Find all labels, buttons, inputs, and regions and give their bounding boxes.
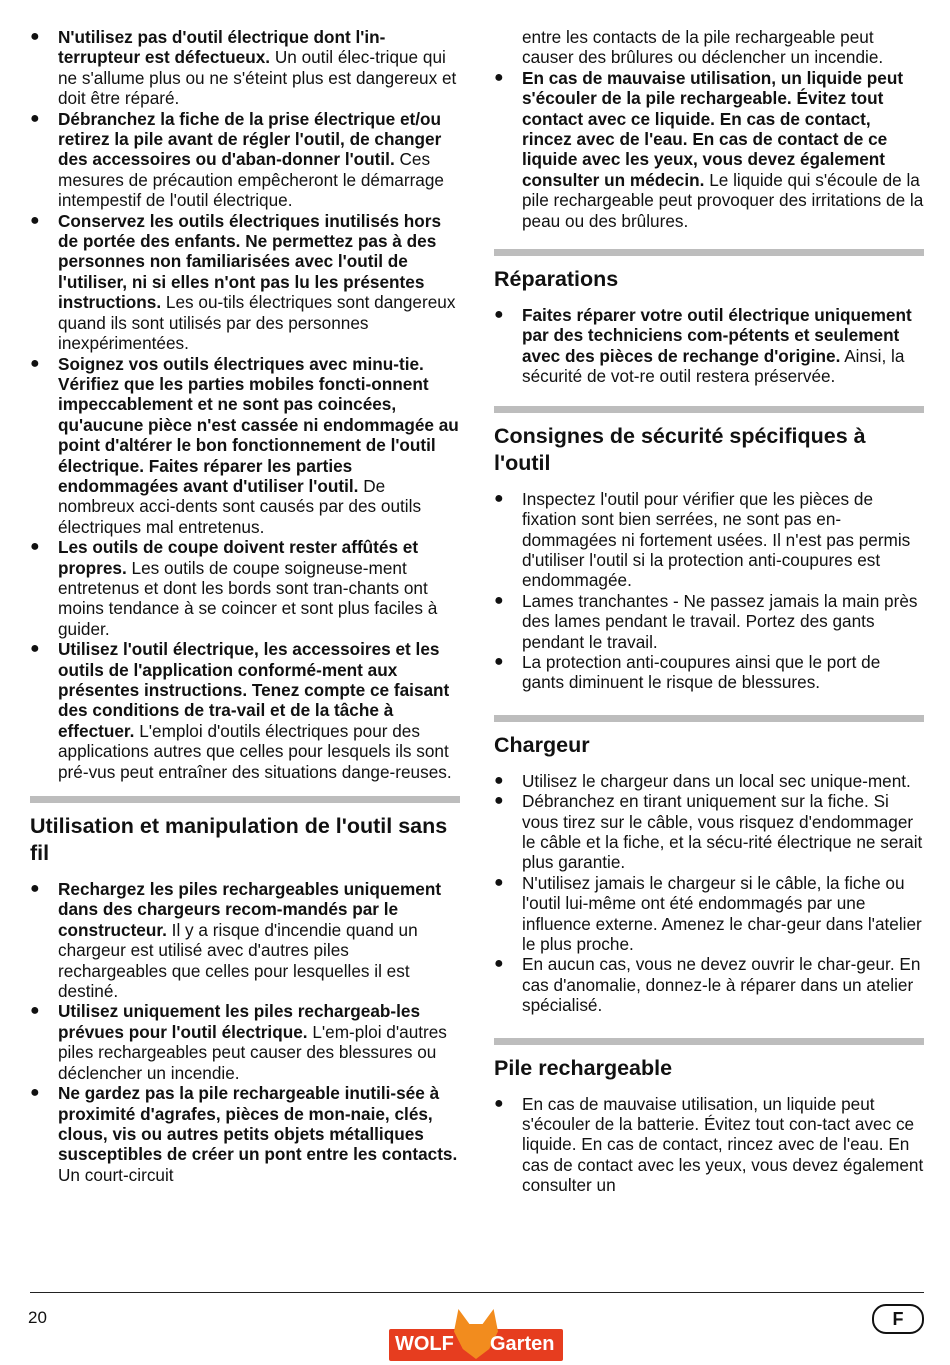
list-item: ● La protection anti-coupures ainsi que le port de gants diminuent le risque de blessures. [494, 652, 924, 693]
battery-section [494, 1038, 924, 1196]
list-item: ● Les outils de coupe doivent rester affûtés et propres. Les outils de coupe soigneuse-ment entretenus et dont les bords sont tran-chants ont moins tendance à se coincer et sont plus faciles à guider. [30, 537, 460, 639]
list-item: ● N'utilisez pas d'outil électrique dont l'in-terrupteur est défectueux. Un outil élec-trique qui ne s'allume plus ou ne s'éteint plus est dangereux et doit être réparé. [30, 27, 460, 109]
section-divider [494, 1038, 924, 1045]
continued-list [494, 27, 924, 231]
wolf-garten-logo [389, 1309, 563, 1363]
section-divider [494, 406, 924, 413]
page-number: 20 [28, 1308, 47, 1327]
list-item: ● Faites réparer votre outil électrique uniquement par des techniciens com-pétents et seulement avec des pièces de rechange d'origine. Ainsi, la sécurité de vot-re outil restera préservée. [494, 305, 924, 387]
cordless-list [30, 879, 460, 1185]
list-item: ● Inspectez l'outil pour vérifier que les pièces de fixation sont bien serrées, ne sont pas en-dommagées ni fortement usées. Il n'est pas permis d'utiliser l'outil si la protection anti-coupures est endommagée. [494, 489, 924, 591]
list-item: ● En aucun cas, vous ne devez ouvrir le char-geur. En cas d'anomalie, donnez-le à réparer dans un atelier spécialisé. [494, 954, 924, 1015]
right-column [494, 27, 924, 1196]
section-title: Chargeur [494, 732, 590, 757]
language-badge: F [872, 1304, 924, 1334]
list-item: ● Débranchez la fiche de la prise électrique et/ou retirez la pile avant de régler l'outil, de changer des accessoires ou d'aban-donner l'outil. Ces mesures de précaution empêcheront le démarrage intempestif de l'outil électrique. [30, 109, 460, 211]
logo-garten-text: Garten [490, 1333, 555, 1355]
list-item: ● Lames tranchantes - Ne passez jamais la main près des lames pendant le travail. Portez des gants pendant le travail. [494, 591, 924, 652]
section-title: Consignes de sécurité spécifiques à l'outil [494, 423, 866, 475]
logo-wolf-text: WOLF [395, 1333, 454, 1355]
section-title: Réparations [494, 267, 619, 292]
specific-safety-section [494, 406, 924, 693]
left-column [30, 27, 460, 1185]
list-item: ● Débranchez en tirant uniquement sur la fiche. Si vous tirez sur le câble, vous risquez d'endommager le câble et la fiche, et la sécu-rité électrique ne serait plus garantie. [494, 791, 924, 873]
list-item: ● Soignez vos outils électriques avec minu-tie. Vérifiez que les parties mobiles foncti-onnent impeccablement et ne sont pas coincées, qu'aucune pièce n'est cassée ni endommagée au point d'altérer le bon fonctionnement de l'outil électrique. Faites réparer les parties endommagées avant d'utiliser l'outil. De nombreux acci-dents sont causés par des outils électriques mal entretenus. [30, 354, 460, 538]
section-divider [30, 796, 460, 803]
list-item: ● Utilisez uniquement les piles rechargeab-les prévues pour l'outil électrique. L'em-ploi d'autres piles rechargeables peut causer des blessures ou déclencher un incendie. [30, 1001, 460, 1083]
list-item: ● N'utilisez jamais le chargeur si le câble, la fiche ou l'outil lui-même ont été endommagés par une influence externe. Amenez le char-geur dans l'atelier le plus proche. [494, 873, 924, 955]
cordless-section [30, 796, 460, 1185]
list-item: ● Rechargez les piles rechargeables uniquement dans des chargeurs recom-mandés par le constructeur. Il y a risque d'incendie quand un chargeur est utilisé avec d'autres piles rechargeables que celles pour lesquelles il est destiné. [30, 879, 460, 1001]
list-item: ● En cas de mauvaise utilisation, un liquide peut s'écouler de la batterie. Évitez tout con-tact avec ce liquide. En cas de contact, rincez avec de l'eau. En cas de contact avec les yeux, vous devez également consulter un [494, 1094, 924, 1196]
section-divider [494, 249, 924, 256]
list-item: ● Utilisez le chargeur dans un local sec unique-ment. [494, 771, 924, 791]
list-item: ● Conservez les outils électriques inutilisés hors de portée des enfants. Ne permettez pas à des personnes non familiarisées avec l'outil de l'utiliser, ni si elles n'ont pas lu les présentes instructions. Les ou-tils électriques sont dangereux quand ils sont utilisés par des personnes inexpérimentées. [30, 211, 460, 354]
repairs-section [494, 249, 924, 387]
section-title: Pile rechargeable [494, 1055, 673, 1080]
section-title: Utilisation et manipulation de l'outil sans fil [30, 814, 448, 866]
list-item-continuation: entre les contacts de la pile rechargeable peut causer des brûlures ou déclencher un incendie. [522, 27, 884, 68]
list-item: ● Utilisez l'outil électrique, les accessoires et les outils de l'application conformé-ment aux présentes instructions. Tenez compte ce faisant des conditions de tra-vail et de la tâche à effectuer. L'emploi d'outils électriques pour des applications autres que celles pour lesquels ils sont pré-vus peut entraîner des situations dange-reuses. [30, 639, 460, 782]
list-item: ● Ne gardez pas la pile rechargeable inutili-sée à proximité d'agrafes, pièces de mon-naie, clés, clous, vis ou autres petits objets métalliques susceptibles de créer un pont entre les contacts. Un court-circuit [30, 1083, 460, 1185]
safety-list [30, 27, 460, 782]
charger-section [494, 715, 924, 1016]
list-item: ● En cas de mauvaise utilisation, un liquide peut s'écouler de la pile rechargeable. Évitez tout contact avec ce liquide. En cas de contact, rincez avec de l'eau. En cas de contact de ce liquide avec les yeux, vous devez également consulter un médecin. Le liquide qui s'écoule de la pile rechargeable peut provoquer des irritations de la peau ou des brûlures. [494, 68, 924, 231]
footer-divider [30, 1292, 924, 1293]
section-divider [494, 715, 924, 722]
